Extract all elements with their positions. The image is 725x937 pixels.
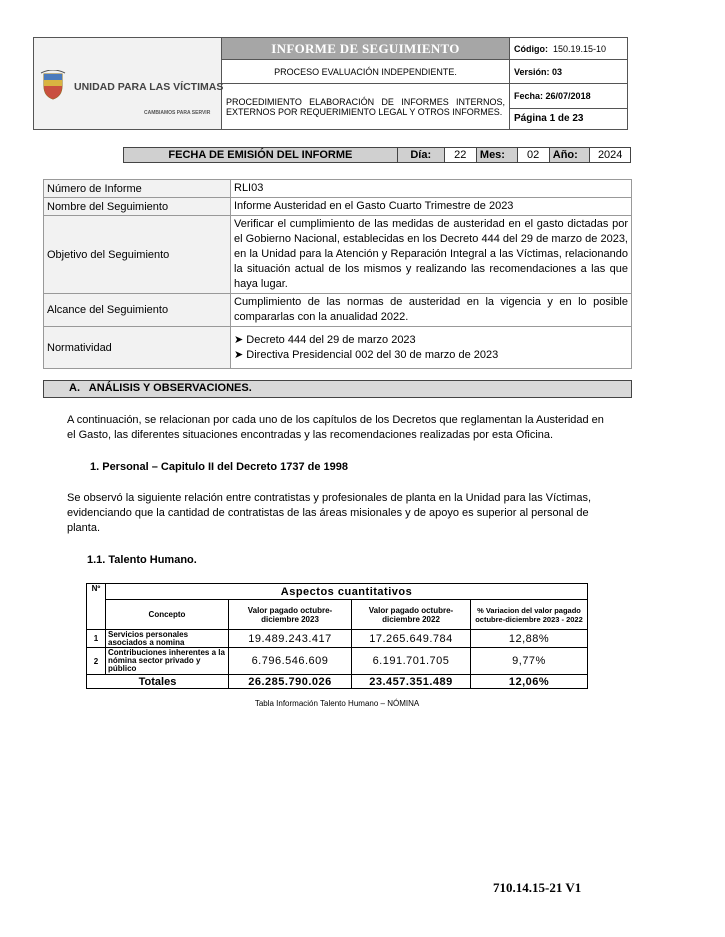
objetivo-value: Verificar el cumplimiento de las medidas de austeridad en el gasto dictadas por el Gobierno Nacional, establecidas en los Decreto 444 del 29 de marzo de 2023, en la Unidad para la Atención y Reparación Integral a las Víctimas, relacionando la situación actual de los mismos y realizando las recomendaciones a las que haya lugar. (231, 216, 632, 294)
col-2022-header: Valor pagado octubre-diciembre 2022 (352, 600, 471, 630)
numero-label: Número de Informe (44, 180, 231, 198)
pagina-cell: Página 1 de 23 (510, 108, 628, 129)
coat-of-arms-icon (40, 70, 66, 100)
dia-label: Día: (397, 148, 444, 163)
bullet-arrow-icon: ➤ (234, 348, 244, 361)
section-a-header: A. ANÁLISIS Y OBSERVACIONES. (43, 380, 632, 398)
version-cell: Versión: 03 (510, 60, 628, 84)
report-info-table (43, 179, 632, 369)
norma-item: ➤ Directiva Presidencial 002 del 30 de marzo de 2023 (234, 348, 499, 361)
item-1-heading: 1. Personal – Capitulo II del Decreto 1737 de 1998 (90, 461, 349, 473)
n-header: Nº (87, 584, 106, 630)
talento-humano-table (86, 583, 588, 689)
normatividad-list (231, 327, 632, 369)
total-2023: 26.285.790.026 (229, 675, 352, 689)
totals-row (87, 675, 588, 689)
contratistas-paragraph: Se observó la siguiente relación entre contratistas y profesionales de planta en la Unidad para las Víctimas, evidenciando que la cantidad de contratistas de las áreas misionales y de apoyo es superior al personal de planta. (67, 492, 592, 534)
table-row: 2 Contribuciones inherentes a la nómina sector privado y público 6.796.546.609 6.191.701.705 9,77% (87, 648, 588, 675)
subsection-1-1-heading: 1.1. Talento Humano. (87, 554, 197, 566)
codigo-cell: Código: 150.19.15-10 (510, 38, 628, 60)
emission-date-row (123, 147, 631, 163)
table-title: Aspectos cuantitativos (106, 584, 588, 600)
col-concepto-header: Concepto (106, 600, 229, 630)
fecha-cell: Fecha: 26/07/2018 (510, 84, 628, 108)
nombre-value: Informe Austeridad en el Gasto Cuarto Trimestre de 2023 (231, 198, 632, 216)
alcance-label: Alcance del Seguimiento (44, 294, 231, 327)
document-header (33, 37, 628, 130)
procedimiento-text: PROCEDIMIENTO ELABORACIÓN DE INFORMES INTERNOS, EXTERNOS POR REQUERIMIENTO LEGAL Y OTROS INFORMES. (222, 84, 510, 130)
intro-paragraph: A continuación, se relacionan por cada uno de los capítulos de los Decretos que reglamentan la Austeridad en el Gasto, las diferentes situaciones encontradas y las recomendaciones realizadas por esta Oficina. (67, 414, 604, 441)
col-2023-header: Valor pagado octubre-diciembre 2023 (229, 600, 352, 630)
emission-label: FECHA DE EMISIÓN DEL INFORME (124, 148, 398, 163)
mes-value: 02 (517, 148, 549, 163)
anio-value: 2024 (590, 148, 631, 163)
table-row: 1 Servicios personales asociados a nomina 19.489.243.417 17.265.649.784 12,88% (87, 630, 588, 648)
col-variacion-header: % Variacion del valor pagado octubre-diciembre 2023 - 2022 (471, 600, 588, 630)
logo-text: UNIDAD PARA LAS VÍCTIMAS (74, 81, 224, 93)
dia-value: 22 (444, 148, 476, 163)
normatividad-label: Normatividad (44, 327, 231, 369)
document-title: INFORME DE SEGUIMIENTO (222, 38, 510, 60)
alcance-value: Cumplimiento de las normas de austeridad en la vigencia y en lo posible compararlas con la anualidad 2022. (231, 294, 632, 327)
total-variacion: 12,06% (471, 675, 588, 689)
total-2022: 23.457.351.489 (352, 675, 471, 689)
norma-item: ➤ Decreto 444 del 29 de marzo 2023 (234, 333, 416, 346)
totales-label: Totales (87, 675, 229, 689)
numero-value: RLI03 (231, 180, 632, 198)
footer-code: 710.14.15-21 V1 (493, 880, 582, 895)
mes-label: Mes: (476, 148, 517, 163)
nombre-label: Nombre del Seguimiento (44, 198, 231, 216)
table-caption: Tabla Información Talento Humano – NÓMINA (254, 699, 420, 708)
bullet-arrow-icon: ➤ (234, 333, 244, 346)
proceso-text: PROCESO EVALUACIÓN INDEPENDIENTE. (222, 60, 510, 84)
objetivo-label: Objetivo del Seguimiento (44, 216, 231, 294)
logo-tagline: CAMBIAMOS PARA SERVIR (144, 110, 211, 116)
anio-label: Año: (549, 148, 590, 163)
logo-cell (34, 38, 222, 130)
